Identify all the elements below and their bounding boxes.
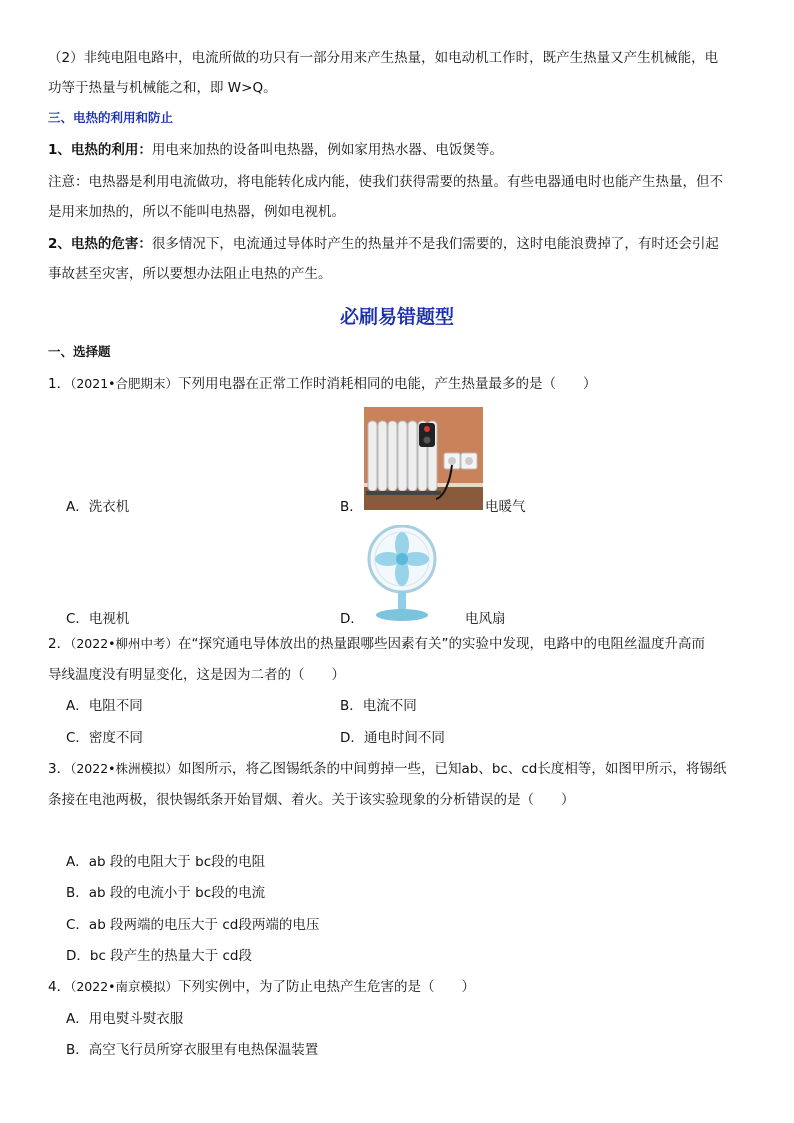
question-3-line-2: 条接在电池两极，很快锡纸条开始冒烟、着火。关于该实验现象的分析错误的是（ ） — [48, 792, 575, 808]
heater-image — [364, 407, 483, 510]
oil-heater-icon — [364, 407, 483, 510]
q2-option-a: A．电阻不同 — [66, 698, 143, 714]
question-1 — [48, 374, 597, 394]
electric-fan-icon — [364, 525, 440, 622]
heat-use-text: 用电来加热的设备叫电热器，例如家用热水器、电饭煲等。 — [151, 142, 503, 158]
question-source: （2021•合肥期末） — [70, 376, 179, 391]
q1-option-d-text: 电风扇 — [465, 611, 506, 627]
q1-option-a: A．洗衣机 — [66, 499, 130, 515]
question-3 — [48, 759, 726, 779]
q1-option-c: C．电视机 — [66, 611, 130, 627]
question-number: 2． — [48, 636, 71, 652]
q3-option-c: C．ab 段两端的电压大于 cd段两端的电压 — [66, 917, 320, 933]
question-source: （2022•株洲模拟） — [70, 761, 179, 776]
question-2 — [48, 634, 705, 654]
question-number: 3． — [48, 761, 71, 777]
question-stem: 下列用电器在正常工作时消耗相同的电能，产生热量最多的是（ ） — [178, 376, 597, 392]
q1-option-d: D． — [340, 611, 364, 627]
section-heading-choice: 一、选择题 — [48, 344, 111, 359]
q1-option-b-text: 电暖气 — [485, 499, 526, 515]
fan-image — [364, 525, 440, 622]
q4-option-a: A．用电熨斗熨衣服 — [66, 1011, 184, 1027]
q1-option-b: B． — [340, 499, 363, 515]
question-stem: 在“探究通电导体放出的热量跟哪些因素有关”的实验中发现，电路中的电阻丝温度升高而 — [178, 636, 706, 652]
question-number: 1． — [48, 376, 71, 392]
q2-option-b: B．电流不同 — [340, 698, 417, 714]
heat-use-paragraph — [48, 140, 503, 160]
note-line-1: 注意：电热器是利用电流做功，将电能转化成内能，使我们获得需要的热量。有些电器通电时也能产生热量，但不 — [48, 174, 723, 190]
question-4 — [48, 977, 475, 997]
question-2-line-2: 导线温度没有明显变化，这是因为二者的（ ） — [48, 667, 345, 683]
page-title: 必刷易错题型 — [339, 306, 454, 328]
heat-use-label: 1、电热的利用： — [48, 142, 152, 158]
question-number: 4． — [48, 979, 71, 995]
q3-option-a: A．ab 段的电阻大于 bc段的电阻 — [66, 854, 266, 870]
q3-option-b: B．ab 段的电流小于 bc段的电流 — [66, 885, 266, 901]
heat-harm-text-1: 很多情况下，电流通过导体时产生的热量并不是我们需要的，这时电能浪费掉了，有时还会引起 — [151, 236, 719, 252]
q2-option-d: D．通电时间不同 — [340, 730, 445, 746]
q4-option-b: B．高空飞行员所穿衣服里有电热保温装置 — [66, 1042, 319, 1058]
heat-harm-label: 2、电热的危害： — [48, 236, 152, 252]
section-heading-3: 三、电热的利用和防止 — [48, 110, 174, 125]
note-line-2: 是用来加热的，所以不能叫电热器，例如电视机。 — [48, 204, 345, 220]
intro-line-1: （2）非纯电阻电路中，电流所做的功只有一部分用来产生热量，如电动机工作时，既产生热量又产生机械能，电 — [48, 50, 719, 66]
question-stem: 下列实例中，为了防止电热产生危害的是（ ） — [178, 979, 476, 995]
q2-option-c: C．密度不同 — [66, 730, 143, 746]
q3-option-d: D．bc 段产生的热量大于 cd段 — [66, 948, 252, 964]
heat-harm-line-2: 事故甚至灾害，所以要想办法阻止电热的产生。 — [48, 266, 332, 282]
question-stem: 如图所示，将乙图锡纸条的中间剪掉一些，已知ab、bc、cd长度相等，如图甲所示，将锡纸 — [178, 761, 727, 777]
heat-harm-paragraph — [48, 234, 719, 254]
question-source: （2022•南京模拟） — [70, 979, 179, 994]
intro-line-2: 功等于热量与机械能之和，即 W>Q。 — [48, 80, 277, 96]
question-source: （2022•柳州中考） — [70, 636, 179, 651]
